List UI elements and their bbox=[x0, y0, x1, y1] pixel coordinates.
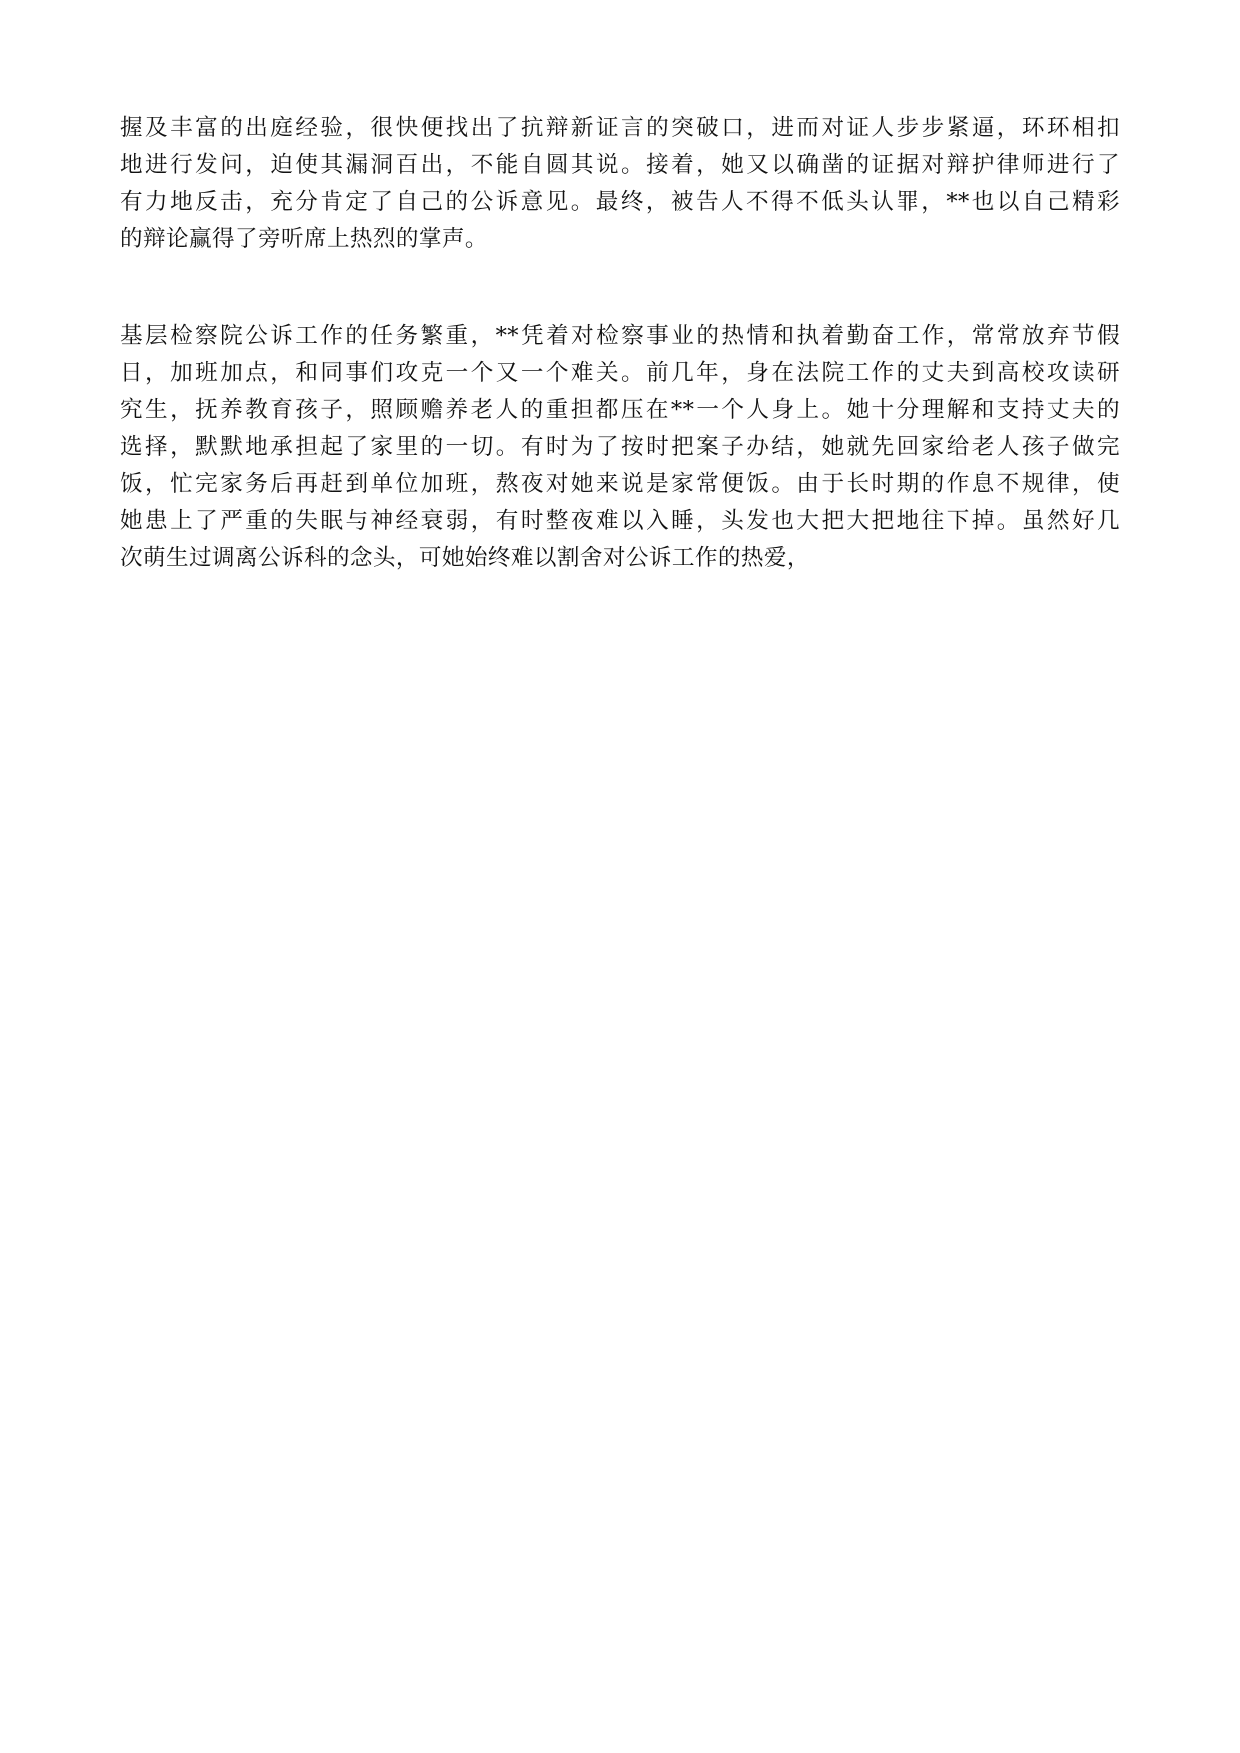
text-line: 基层检察院公诉工作的任务繁重，**凭着对检察事业的热情和执着勤奋工作，常常放弃节假 bbox=[120, 323, 1120, 349]
text-line: 日，加班加点，和同事们攻克一个又一个难关。前几年，身在法院工作的丈夫到高校攻读研 bbox=[120, 360, 1120, 386]
text-line: 选择，默默地承担起了家里的一切。有时为了按时把案子办结，她就先回家给老人孩子做完 bbox=[120, 434, 1120, 460]
text-line: 握及丰富的出庭经验，很快便找出了抗辩新证言的突破口，进而对证人步步紧逼，环环相扣 bbox=[120, 115, 1120, 141]
paragraph-1 bbox=[120, 110, 1120, 258]
text-line: 饭，忙完家务后再赶到单位加班，熬夜对她来说是家常便饭。由于长时期的作息不规律，使 bbox=[120, 471, 1120, 497]
text-line: 她患上了严重的失眠与神经衰弱，有时整夜难以入睡，头发也大把大把地往下掉。虽然好几 bbox=[120, 508, 1120, 534]
text-line: 次萌生过调离公诉科的念头，可她始终难以割舍对公诉工作的热爱， bbox=[120, 545, 810, 571]
text-line: 的辩论赢得了旁听席上热烈的掌声。 bbox=[120, 226, 488, 252]
text-line: 有力地反击，充分肯定了自己的公诉意见。最终，被告人不得不低头认罪，**也以自己精彩 bbox=[120, 189, 1120, 215]
text-line: 地进行发问，迫使其漏洞百出，不能自圆其说。接着，她又以确凿的证据对辩护律师进行了 bbox=[120, 152, 1120, 178]
paragraph-2 bbox=[120, 318, 1120, 577]
text-line: 究生，抚养教育孩子，照顾赡养老人的重担都压在**一个人身上。她十分理解和支持丈夫的 bbox=[120, 397, 1120, 423]
document-body bbox=[120, 110, 1120, 577]
